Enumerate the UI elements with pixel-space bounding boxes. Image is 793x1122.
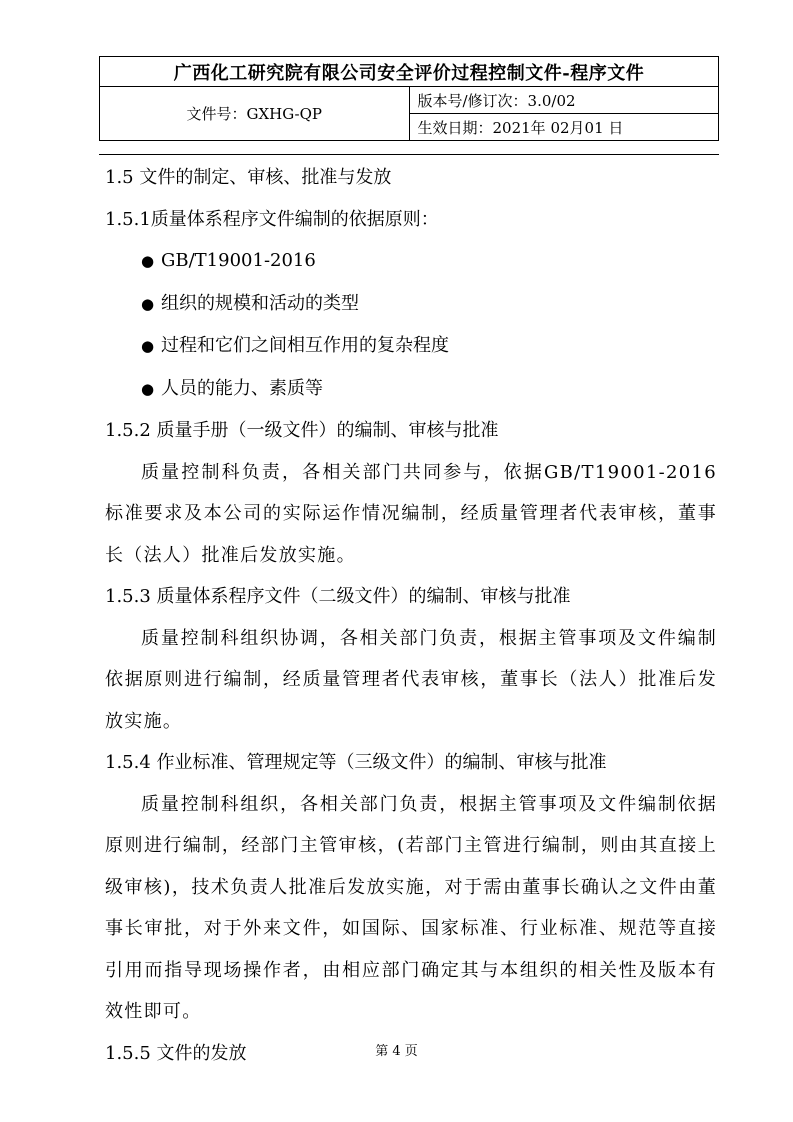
document-body: [105, 157, 717, 1074]
list-item: [105, 240, 717, 283]
version-number: 版本号/修订次：3.0/02: [409, 87, 719, 114]
list-item: [105, 368, 717, 411]
bullet-dot-icon: ●: [141, 252, 155, 270]
list-item-text: 人员的能力、素质等: [161, 377, 323, 399]
document-number: 文件号：GXHG-QP: [100, 87, 410, 141]
bullet-dot-icon: ●: [141, 337, 155, 355]
list-item-text: GB/T19001-2016: [161, 250, 316, 271]
section-heading-1-5-4: 1.5.4 作业标准、管理规定等（三级文件）的编制、审核与批准: [105, 752, 607, 773]
paragraph-1-5-2: 质量控制科负责，各相关部门共同参与，依据GB/T19001-2016标准要求及本公司的实际运作情况编制，经质量管理者代表审核，董事长（法人）批准后发放实施。: [105, 461, 717, 566]
list-item-text: 组织的规模和活动的类型: [161, 292, 359, 314]
document-header-table: [99, 56, 719, 141]
paragraph-1-5-4: 质量控制科组织，各相关部门负责，根据主管事项及文件编制依据原则进行编制，经部门主管审核，(若部门主管进行编制，则由其直接上级审核)，技术负责人批准后发放实施，对于需由董事长确认之文件由董事长审批，对于外来文件，如国际、国家标准、行业标准、规范等直接引用而指导现场操作者，由相应部门确定其与本组织的相关性及版本有效性即可。: [105, 793, 717, 1022]
paragraph-1-5-3: 质量控制科组织协调，各相关部门负责，根据主管事项及文件编制依据原则进行编制，经质量管理者代表审核，董事长（法人）批准后发放实施。: [105, 627, 717, 732]
list-item: [105, 325, 717, 368]
page-number: 第 4 页: [375, 1044, 418, 1059]
section-heading-1-5-1: 1.5.1质量体系程序文件编制的依据原则：: [105, 208, 439, 230]
section-heading-1-5-5: 1.5.5 文件的发放: [105, 1042, 247, 1064]
section-heading-1-5: 1.5 文件的制定、审核、批准与发放: [105, 167, 392, 188]
effective-date: 生效日期：2021年 02月01 日: [409, 114, 719, 141]
list-item-text: 过程和它们之间相互作用的复杂程度: [161, 335, 449, 356]
section-heading-1-5-3: 1.5.3 质量体系程序文件（二级文件）的编制、审核与批准: [105, 586, 571, 607]
document-title: 广西化工研究院有限公司安全评价过程控制文件-程序文件: [100, 57, 719, 87]
header-divider: [99, 154, 719, 155]
bullet-dot-icon: ●: [141, 294, 155, 313]
section-heading-1-5-2: 1.5.2 质量手册（一级文件）的编制、审核与批准: [105, 420, 499, 441]
bullet-dot-icon: ●: [141, 379, 155, 398]
list-item: [105, 283, 717, 326]
